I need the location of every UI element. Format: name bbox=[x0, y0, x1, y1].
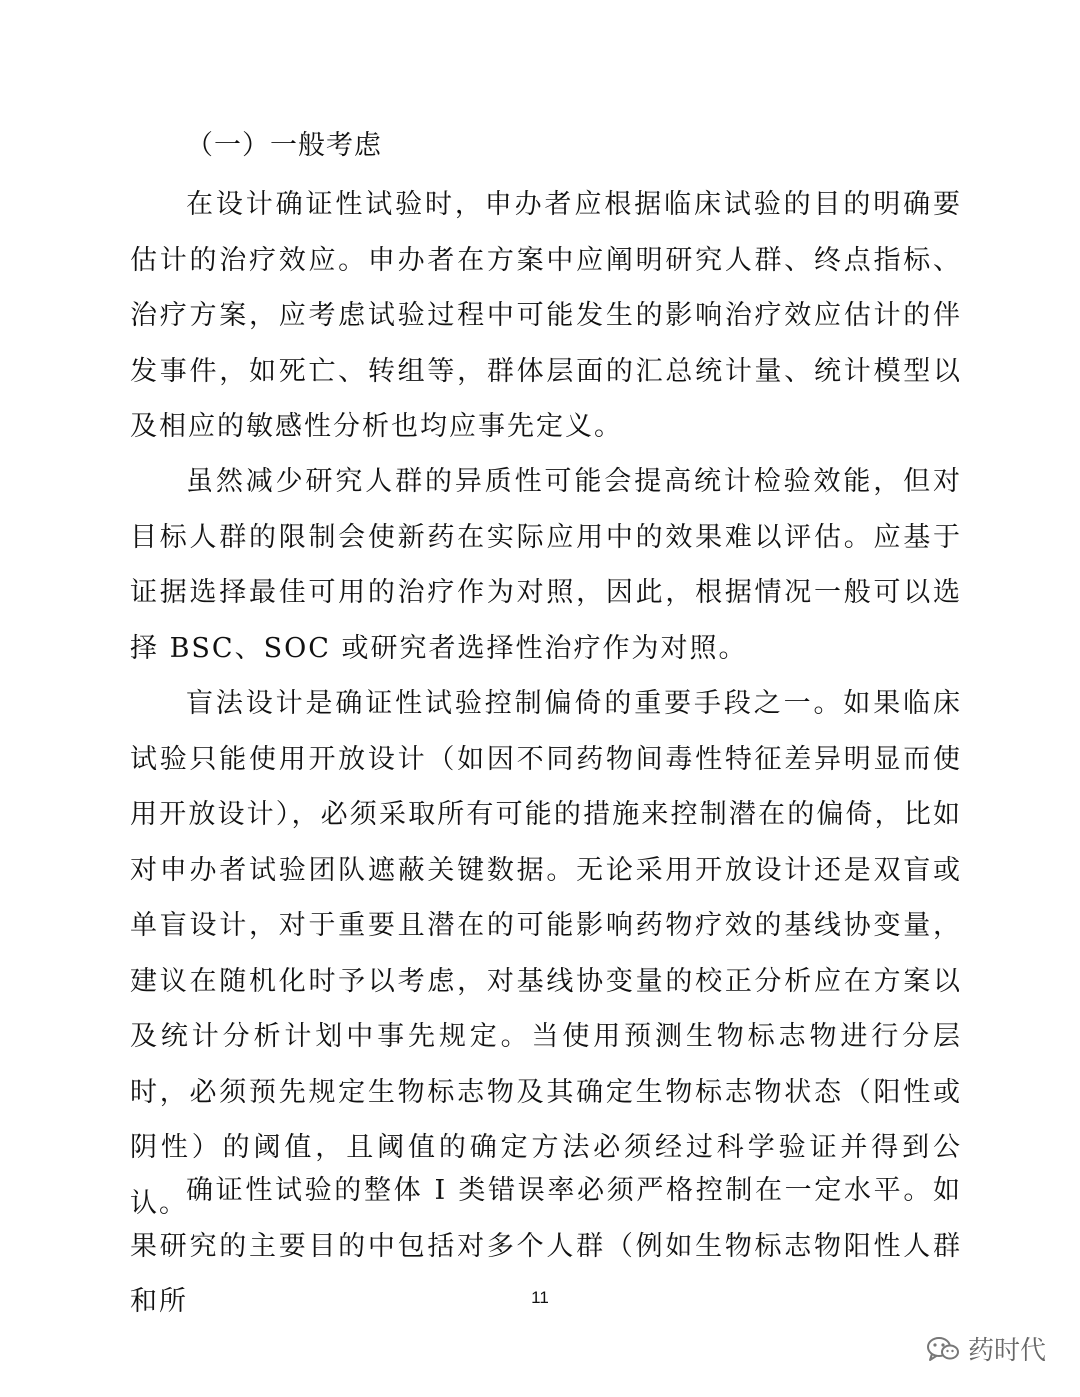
paragraph-4: 确证性试验的整体 I 类错误率必须严格控制在一定水平。如果研究的主要目的中包括对多个人群（例如生物标志物阳性人群和所 bbox=[130, 1175, 962, 1317]
wechat-icon bbox=[926, 1335, 960, 1363]
watermark bbox=[926, 1330, 1046, 1367]
body-text-2 bbox=[130, 454, 962, 676]
page-number: 11 bbox=[531, 1288, 549, 1307]
body-text bbox=[130, 177, 962, 455]
paragraph-3: 盲法设计是确证性试验控制偏倚的重要手段之一。如果临床试验只能使用开放设计（如因不同药物间毒性特征差异明显而使用开放设计），必须采取所有可能的措施来控制潜在的偏倚，比如对申办者试验团队遮蔽关键数据。无论采用开放设计还是双盲或单盲设计，对于重要且潜在的可能影响药物疗效的基线协变量，建议在随机化时予以考虑，对基线协变量的校正分析应在方案以及统计分析计划中事先规定。当使用预测生物标志物进行分层时，必须预先规定生物标志物及其确定生物标志物状态（阳性或阴性）的阈值，且阈值的确定方法必须经过科学验证并得到公认。 bbox=[130, 688, 962, 1219]
section-heading: （一）一般考虑 bbox=[186, 130, 382, 161]
watermark-text: 药时代 bbox=[967, 1336, 1046, 1366]
body-text-3 bbox=[130, 676, 962, 1231]
paragraph-2: 虽然减少研究人群的异质性可能会提高统计检验效能，但对目标人群的限制会使新药在实际应用中的效果难以评估。应基于证据选择最佳可用的治疗作为对照，因此，根据情况一般可以选择 BSC、SOC 或研究者选择性治疗作为对照。 bbox=[130, 466, 962, 664]
paragraph-1: 在设计确证性试验时，申办者应根据临床试验的目的明确要估计的治疗效应。申办者在方案中应阐明研究人群、终点指标、治疗方案，应考虑试验过程中可能发生的影响治疗效应估计的伴发事件，如死亡、转组等，群体层面的汇总统计量、统计模型以及相应的敏感性分析也均应事先定义。 bbox=[130, 189, 962, 442]
